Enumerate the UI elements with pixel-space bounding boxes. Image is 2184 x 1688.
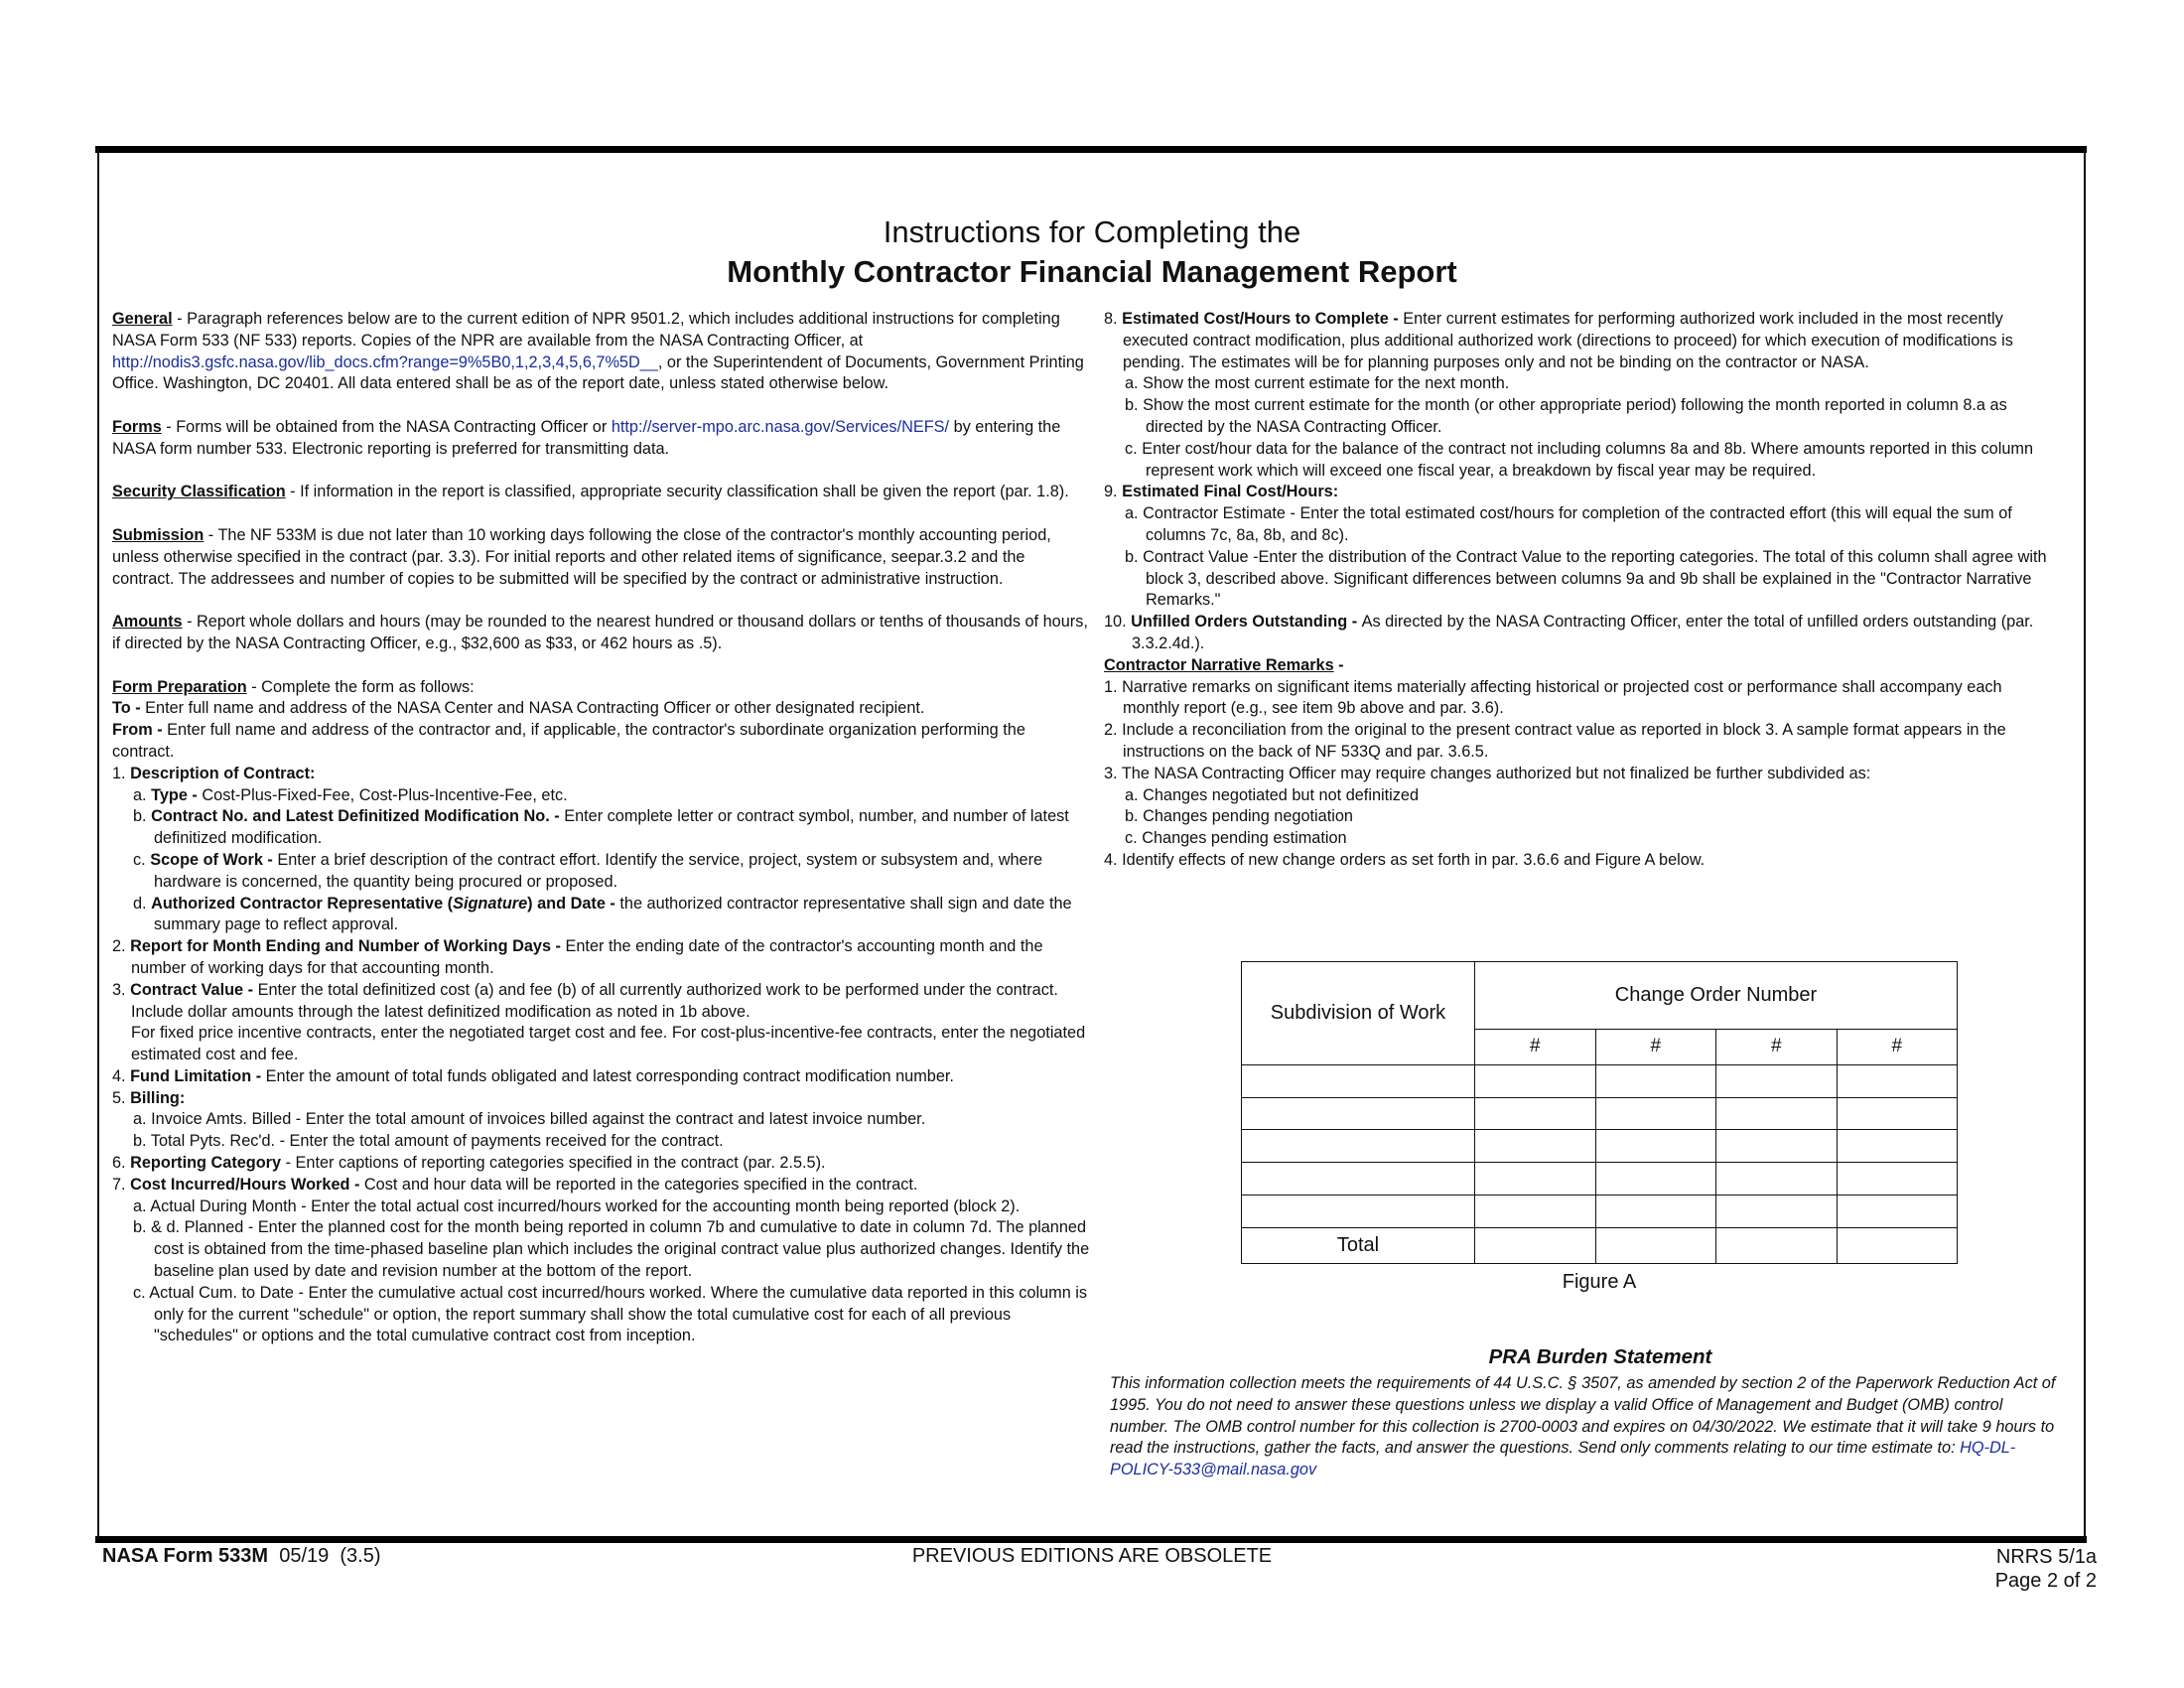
item-text: Narrative remarks on significant items materially affecting historical or projected cost or performance shall accompany each monthly report (e.g., see item 9b above and par. 3.6). bbox=[1122, 677, 2002, 718]
total-cell[interactable] bbox=[1837, 1227, 1958, 1263]
nrrs-code: NRRS 5/1a bbox=[1995, 1546, 2097, 1568]
sub-text: Actual During Month - Enter the total actual cost incurred/hours worked for the accounting month being reported (block 2). bbox=[150, 1196, 1021, 1215]
instruction-item-3 bbox=[112, 980, 1090, 1024]
pra-text: This information collection meets the requirements of 44 U.S.C. § 3507, as amended by section 2 of the Paperwork Reduction Act of 1995. You do not need to answer these questions unless we display a valid Office of Management and Budget (OMB) control number. The OMB control number for this collection is 2700-0003 and expires on 04/30/2022. We estimate that it will take 9 hours to read the instructions, gather the facts, and answer the questions. Send only comments relating to our time estimate to: bbox=[1110, 1374, 2056, 1458]
item-label: Fund Limitation - bbox=[130, 1066, 266, 1085]
general-heading: General bbox=[112, 310, 173, 328]
item-number: 8. bbox=[1104, 310, 1123, 328]
change-order-number-header: Change Order Number bbox=[1475, 962, 1958, 1030]
instruction-item-1b bbox=[133, 806, 1090, 850]
sub-label-italic: Signature bbox=[453, 894, 528, 913]
forms-text1: - Forms will be obtained from the NASA Contracting Officer or bbox=[161, 417, 612, 436]
pra-statement bbox=[1110, 1373, 2063, 1481]
left-column bbox=[112, 309, 1090, 1347]
sub-text: Changes negotiated but not definitized bbox=[1143, 785, 1420, 804]
item-text: Include a reconciliation from the original to the present contract value as reported in block 3. A sample format appears in the instructions on the back of NF 533Q and par. 3.6.5. bbox=[1122, 721, 2006, 761]
general-text2: , or the Superintendent of Documents, Government Printing Office. Washington, DC 20401. All data entered shall be as of the report date, unless stated otherwise below. bbox=[112, 352, 1084, 393]
sub-label: Contract No. and Latest Definitized Modification No. - bbox=[151, 807, 565, 826]
item-label: Estimated Cost/Hours to Complete - bbox=[1122, 310, 1404, 328]
item-number: 1. bbox=[1104, 677, 1123, 696]
footer-right bbox=[1995, 1545, 2097, 1593]
submission-text: - The NF 533M is due not later than 10 working days following the close of the contractor's monthly accounting period, unless otherwise specified in the contract (par. 3.3). For initial reports and other related items of significance, seepar.3.2 and the contract. The addressees and number of copies to be submitted will be specified by the contract or administrative instruction. bbox=[112, 525, 1051, 588]
instruction-item-9b bbox=[1125, 547, 2057, 612]
change-order-cell[interactable] bbox=[1595, 1196, 1716, 1228]
total-cell[interactable] bbox=[1475, 1227, 1596, 1263]
forms-section bbox=[112, 417, 1090, 461]
sub-letter: c. bbox=[1125, 829, 1143, 848]
sub-label: Type - bbox=[151, 785, 203, 804]
instruction-item-3-extra: For fixed price incentive contracts, enter the negotiated target cost and fee. For cost-plus-incentive-fee contracts, enter the negotiated estimated cost and fee. bbox=[131, 1024, 1086, 1064]
change-order-cell[interactable] bbox=[1716, 1196, 1838, 1228]
instruction-item-7 bbox=[112, 1175, 1090, 1196]
submission-section bbox=[112, 525, 1090, 590]
security-heading: Security Classification bbox=[112, 483, 286, 501]
sub-text: Invoice Amts. Billed - Enter the total amount of invoices billed against the contract and latest invoice number. bbox=[151, 1110, 926, 1129]
change-order-cell[interactable] bbox=[1837, 1097, 1958, 1130]
figure-caption: Figure A bbox=[1562, 1271, 1637, 1293]
change-order-cell[interactable] bbox=[1595, 1163, 1716, 1196]
pra-title: PRA Burden Statement bbox=[1488, 1345, 1712, 1368]
instruction-item-2 bbox=[112, 936, 1090, 980]
change-order-cell[interactable] bbox=[1837, 1064, 1958, 1097]
narrative-item-3b bbox=[1125, 806, 2057, 828]
sub-letter: a. bbox=[133, 1196, 151, 1215]
sub-text: Contractor Estimate - Enter the total estimated cost/hours for completion of the contracted effort (this will equal the sum of columns 7c, 8a, 8b, and 8c). bbox=[1143, 504, 2012, 544]
to-label: To - bbox=[112, 699, 146, 718]
item-number: 2. bbox=[112, 937, 131, 956]
table-row bbox=[1242, 1196, 1958, 1228]
item-label: Report for Month Ending and Number of Working Days - bbox=[130, 937, 566, 956]
total-cell[interactable] bbox=[1716, 1227, 1838, 1263]
sub-letter: c. bbox=[1125, 439, 1143, 458]
change-order-cell[interactable] bbox=[1595, 1130, 1716, 1163]
general-text1: - Paragraph references below are to the current edition of NPR 9501.2, which includes additional instructions for completing NASA Form 533 (NF 533) reports. Copies of the NPR are available from the NASA Contracting Officer, at bbox=[112, 310, 1060, 350]
item-text: The NASA Contracting Officer may require changes authorized but not finalized be further subdivided as: bbox=[1121, 764, 1871, 782]
pra-email-link[interactable]: HQ-DL-POLICY-533@mail.nasa.gov bbox=[1110, 1439, 2016, 1479]
item-number: 5. bbox=[112, 1088, 131, 1107]
nefs-link[interactable]: http://server-mpo.arc.nasa.gov/Services/NEFS/ bbox=[611, 417, 950, 436]
sub-text: Total Pyts. Rec'd. - Enter the total amount of payments received for the contract. bbox=[150, 1132, 724, 1151]
sub-letter: b. bbox=[133, 1132, 151, 1151]
sub-text: Changes pending negotiation bbox=[1143, 807, 1353, 826]
item-text: As directed by the NASA Contracting Officer, enter the total of unfilled orders outstanding (par. 3.3.2.4d.). bbox=[1132, 613, 2034, 652]
change-order-cell[interactable] bbox=[1837, 1163, 1958, 1196]
subdivision-cell[interactable] bbox=[1242, 1064, 1475, 1097]
form-name: NASA Form 533M bbox=[102, 1545, 269, 1567]
change-order-cell[interactable] bbox=[1716, 1097, 1838, 1130]
change-order-cell[interactable] bbox=[1716, 1064, 1838, 1097]
change-order-col-1: # bbox=[1475, 1029, 1596, 1064]
sub-label: Authorized Contractor Representative ( bbox=[151, 894, 454, 913]
sub-text: Contract Value -Enter the distribution of the Contract Value to the reporting categories. The total of this column shall agree with block 3, described above. Significant differences between columns 9a and 9b shall be explained in the "Contractor Narrative Remarks." bbox=[1143, 547, 2047, 610]
narrative-item-3c bbox=[1125, 828, 2057, 850]
narrative-item-3 bbox=[1104, 764, 2057, 785]
page-number: Page 2 of 2 bbox=[1994, 1570, 2097, 1592]
forms-heading: Forms bbox=[112, 417, 162, 436]
submission-heading: Submission bbox=[112, 525, 205, 544]
to-instruction bbox=[112, 698, 1090, 720]
sub-letter: a. bbox=[1125, 374, 1144, 393]
left-border bbox=[97, 149, 99, 1539]
sub-letter: a. bbox=[1125, 785, 1144, 804]
change-order-col-4: # bbox=[1837, 1029, 1958, 1064]
bottom-rule bbox=[95, 1536, 2087, 1543]
table-row bbox=[1242, 1163, 1958, 1196]
instruction-item-4 bbox=[112, 1066, 1090, 1088]
item-number: 1. bbox=[112, 764, 131, 782]
sub-letter: b. bbox=[1125, 547, 1144, 566]
sub-text: Actual Cum. to Date - Enter the cumulative actual cost incurred/hours worked. Where the cumulative data reported in this column is only for the current "schedule" or option, the report summary shall show the total cumulative cost for each of all previous "schedules" or options and the total cumulative contract cost from inception. bbox=[149, 1283, 1088, 1345]
item-label: Billing: bbox=[130, 1088, 186, 1107]
subdivision-of-work-header: Subdivision of Work bbox=[1242, 962, 1475, 1065]
sub-letter: c. bbox=[133, 1283, 150, 1302]
obsolete-notice: PREVIOUS EDITIONS ARE OBSOLETE bbox=[911, 1545, 1273, 1567]
figure-a-table bbox=[1241, 961, 1958, 1264]
sub-letter: d. bbox=[133, 894, 152, 913]
instruction-item-9 bbox=[1104, 482, 2057, 503]
item-label: Contract Value - bbox=[130, 980, 258, 999]
sub-letter: a. bbox=[133, 1110, 152, 1129]
item-text: Cost and hour data will be reported in the categories specified in the contract. bbox=[363, 1175, 918, 1194]
form-prep-intro bbox=[112, 677, 1090, 699]
instruction-item-7a bbox=[133, 1196, 1090, 1218]
form-preparation-section bbox=[112, 677, 1090, 1348]
instruction-item-8c bbox=[1125, 439, 2057, 483]
item-number: 6. bbox=[112, 1154, 131, 1173]
instruction-item-8b bbox=[1125, 395, 2057, 439]
change-order-cell[interactable] bbox=[1837, 1130, 1958, 1163]
narrative-heading: Contractor Narrative Remarks bbox=[1104, 655, 1334, 674]
change-order-cell[interactable] bbox=[1595, 1064, 1716, 1097]
sub-text: Enter cost/hour data for the balance of the contract not including columns 8a and 8b. Where amounts reported in this column represent work which will exceed one fiscal year, a breakdown by fiscal year may be required. bbox=[1142, 439, 2034, 480]
sub-text: Show the most current estimate for the month (or other appropriate period) following the month reported in column 8.a as directed by the NASA Contracting Officer. bbox=[1143, 396, 2007, 436]
change-order-cell[interactable] bbox=[1475, 1163, 1596, 1196]
sub-letter: a. bbox=[133, 785, 152, 804]
table-row bbox=[1242, 1097, 1958, 1130]
to-text: Enter full name and address of the NASA Center and NASA Contracting Officer or other designated recipient. bbox=[145, 699, 925, 718]
change-order-cell[interactable] bbox=[1837, 1196, 1958, 1228]
sub-text: Changes pending estimation bbox=[1142, 829, 1347, 848]
subdivision-cell[interactable] bbox=[1242, 1097, 1475, 1130]
total-label: Total bbox=[1242, 1227, 1475, 1263]
form-prep-text: - Complete the form as follows: bbox=[246, 677, 475, 696]
sub-text: Cost-Plus-Fixed-Fee, Cost-Plus-Incentive-Fee, etc. bbox=[202, 785, 568, 804]
sub-label-end: ) and Date - bbox=[527, 894, 620, 913]
right-column bbox=[1104, 309, 2057, 872]
general-section bbox=[112, 309, 1090, 395]
sub-letter: b. bbox=[1125, 396, 1144, 415]
item-number: 3. bbox=[1104, 764, 1122, 782]
sub-letter: c. bbox=[133, 850, 151, 869]
change-order-col-2: # bbox=[1595, 1029, 1716, 1064]
sub-letter: b. bbox=[1125, 807, 1144, 826]
item-text: Identify effects of new change orders as set forth in par. 3.6.6 and Figure A below. bbox=[1122, 850, 1706, 869]
item-number: 3. bbox=[112, 980, 131, 999]
item-number: 4. bbox=[1104, 850, 1123, 869]
item-label: Description of Contract: bbox=[130, 764, 316, 782]
instruction-item-1 bbox=[112, 764, 1090, 785]
sub-label: Scope of Work - bbox=[150, 850, 278, 869]
item-number: 2. bbox=[1104, 721, 1123, 740]
narrative-item-4 bbox=[1104, 850, 2057, 872]
instruction-item-7bd bbox=[133, 1217, 1090, 1282]
sub-text: Enter a brief description of the contract effort. Identify the service, project, system or subsystem and, where hardware is concerned, the quantity being procured or proposed. bbox=[154, 850, 1043, 891]
form-prep-heading: Form Preparation bbox=[112, 677, 247, 696]
item-number: 4. bbox=[112, 1066, 131, 1085]
instruction-item-1c bbox=[133, 850, 1090, 894]
change-order-cell[interactable] bbox=[1716, 1163, 1838, 1196]
total-cell[interactable] bbox=[1595, 1227, 1716, 1263]
item-text: - Enter captions of reporting categories specified in the contract (par. 2.5.5). bbox=[281, 1154, 826, 1173]
instruction-item-6 bbox=[112, 1153, 1090, 1175]
item-number: 7. bbox=[112, 1175, 131, 1194]
from-text: Enter full name and address of the contractor and, if applicable, the contractor's subordinate organization performing the contract. bbox=[112, 721, 1025, 761]
instruction-item-9a bbox=[1125, 503, 2057, 547]
sub-letter: b. bbox=[133, 807, 152, 826]
item-text: Enter current estimates for performing authorized work included in the most recently executed contract modification, plus additional authorized work (directions to proceed) for which execution of modifications is pending. The estimates will be for planning purposes only and not be binding on the contractor or NASA. bbox=[1123, 310, 2013, 371]
amounts-section bbox=[112, 612, 1090, 655]
total-row bbox=[1242, 1227, 1958, 1263]
instruction-item-1a bbox=[133, 785, 1090, 807]
item-label: Cost Incurred/Hours Worked - bbox=[130, 1175, 364, 1194]
from-instruction bbox=[112, 720, 1090, 764]
change-order-cell[interactable] bbox=[1475, 1064, 1596, 1097]
form-version: 05/19 (3.5) bbox=[268, 1545, 381, 1567]
instruction-item-8 bbox=[1104, 309, 2057, 373]
amounts-heading: Amounts bbox=[112, 613, 183, 632]
change-order-cell[interactable] bbox=[1475, 1196, 1596, 1228]
subdivision-cell[interactable] bbox=[1242, 1196, 1475, 1228]
sub-text: Enter complete letter or contract symbol, number, and number of latest definitized modification. bbox=[154, 807, 1069, 848]
table-row bbox=[1242, 1064, 1958, 1097]
item-number: 10. bbox=[1104, 613, 1132, 632]
page-title-line1: Instructions for Completing the bbox=[883, 214, 1301, 249]
narrative-item-3a bbox=[1125, 785, 2057, 807]
instruction-item-5a bbox=[133, 1109, 1090, 1131]
security-section bbox=[112, 482, 1090, 503]
forms-text2: by entering the NASA form number 533. Electronic reporting is preferred for transmitting data. bbox=[112, 417, 1061, 458]
sub-text: Show the most current estimate for the next month. bbox=[1143, 374, 1510, 393]
sub-letter: b. bbox=[133, 1218, 152, 1237]
item-label: Unfilled Orders Outstanding - bbox=[1131, 613, 1362, 632]
sub-text: & d. Planned - Enter the planned cost for the month being reported in column 7b and cumulative to date in column 7d. The planned cost is obtained from the time-phased baseline plan which includes the original contract value plus authorized changes. Identify the baseline plan used by date and revision number at the bottom of the report. bbox=[151, 1218, 1090, 1281]
item-label: Reporting Category bbox=[130, 1154, 282, 1173]
amounts-text: - Report whole dollars and hours (may be rounded to the nearest hundred or thousand dollars or tenths of thousands of hours, if directed by the NASA Contracting Officer, e.g., $32,600 as $33, or 462 hours as .5). bbox=[112, 613, 1088, 652]
change-order-cell[interactable] bbox=[1716, 1130, 1838, 1163]
sub-text: the authorized contractor representative shall sign and date the summary page to reflect approval. bbox=[154, 894, 1072, 934]
item-text: Enter the total definitized cost (a) and fee (b) of all currently authorized work to be performed under the contract. Include dollar amounts through the latest definitized modification as noted in 1b above. bbox=[131, 980, 1058, 1021]
instruction-item-1d bbox=[133, 894, 1090, 937]
top-rule bbox=[95, 146, 2087, 153]
item-label: Estimated Final Cost/Hours: bbox=[1122, 483, 1339, 501]
instruction-item-5 bbox=[112, 1088, 1090, 1110]
instruction-item-8a bbox=[1125, 373, 2057, 395]
security-text: - If information in the report is classified, appropriate security classification shall be given the report (par. 1.8). bbox=[285, 483, 1069, 501]
table-header-row bbox=[1242, 962, 1958, 1030]
right-border bbox=[2084, 149, 2086, 1539]
table-row bbox=[1242, 1130, 1958, 1163]
change-order-cell[interactable] bbox=[1475, 1097, 1596, 1130]
narrative-heading-suffix: - bbox=[1333, 655, 1344, 674]
narrative-item-1 bbox=[1104, 677, 2057, 721]
narrative-remarks-section bbox=[1104, 655, 2057, 872]
change-order-cell[interactable] bbox=[1475, 1130, 1596, 1163]
from-label: From - bbox=[112, 721, 168, 740]
instruction-item-10 bbox=[1104, 612, 2057, 655]
instruction-item-5b bbox=[133, 1131, 1090, 1153]
page-title-line2: Monthly Contractor Financial Management Report bbox=[727, 254, 1457, 289]
item-number: 9. bbox=[1104, 483, 1123, 501]
item-text: Enter the ending date of the contractor's accounting month and the number of working days for that accounting month. bbox=[131, 937, 1043, 977]
change-order-col-3: # bbox=[1716, 1029, 1838, 1064]
nodis-link[interactable]: http://nodis3.gsfc.nasa.gov/lib_docs.cfm?range=9%5B0,1,2,3,4,5,6,7%5D__ bbox=[112, 352, 658, 371]
subdivision-cell[interactable] bbox=[1242, 1130, 1475, 1163]
sub-letter: a. bbox=[1125, 504, 1144, 523]
table-body bbox=[1242, 1064, 1958, 1263]
subdivision-cell[interactable] bbox=[1242, 1163, 1475, 1196]
item-text: Enter the amount of total funds obligated and latest corresponding contract modification number. bbox=[265, 1066, 954, 1085]
narrative-item-2 bbox=[1104, 720, 2057, 764]
narrative-heading-line bbox=[1104, 655, 2057, 677]
change-order-cell[interactable] bbox=[1595, 1097, 1716, 1130]
instruction-item-7c bbox=[133, 1283, 1090, 1347]
